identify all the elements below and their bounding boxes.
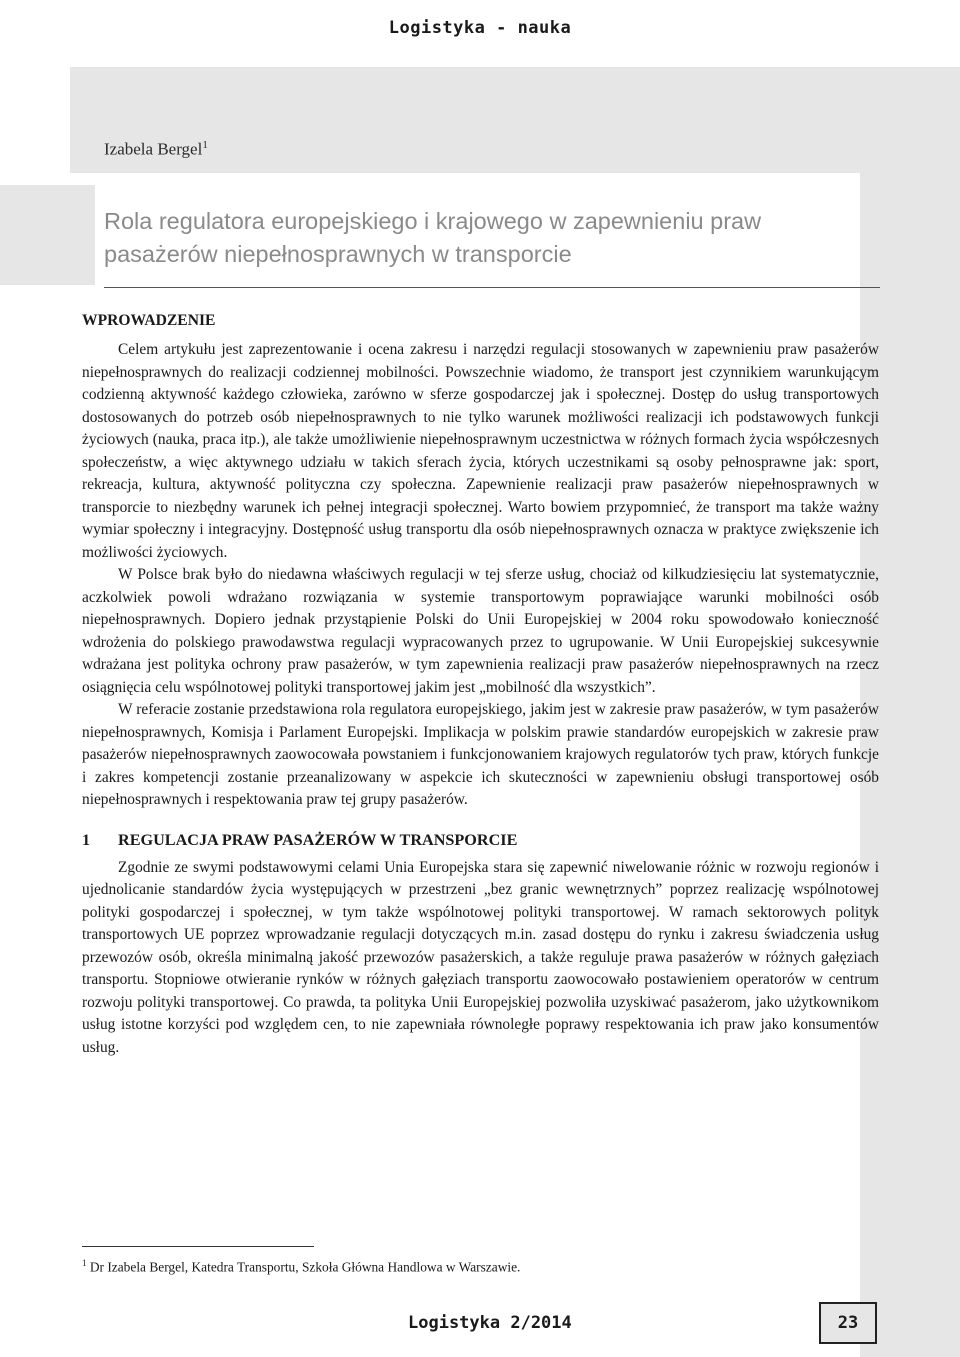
section-1-title: REGULACJA PRAW PASAŻERÓW W TRANSPORCIE [118, 830, 518, 849]
footnote [82, 1254, 520, 1276]
left-margin-block [0, 185, 95, 285]
intro-paragraph-2: W Polsce brak było do niedawna właściwych regulacji w tej sferze usług, chociaż od kilkudziesięciu lat systematycznie, aczkolwiek powoli wdrażano rozwiązania w systemie transportowym poprawiające warunki mobilności osób niepełnosprawnych. Dopiero jednak przystąpienie Polski do Unii Europejskiej w 2004 roku spowodowało konieczność wdrożenia do polskiego prawodawstwa regulacji wypracowanych przez to ugrupowanie. W Unii Europejskiej sukcesywnie wdrażana jest polityka ochrony praw pasażerów, w tym zapewnienia realizacji praw pasażerów niepełnosprawnych na rzecz osiągnięcia celu wspólnotowej polityki transportowej jakim jest „mobilność dla wszystkich”. [82, 566, 879, 696]
page-number: 23 [837, 1313, 859, 1333]
footnote-text: Dr Izabela Bergel, Katedra Transportu, Szkoła Główna Handlowa w Warszawie. [89, 1259, 521, 1275]
journal-section-title: Logistyka - nauka [388, 18, 572, 38]
section-1-heading [82, 829, 879, 851]
paper-title [104, 205, 864, 271]
footnote-mark: 1 [82, 1258, 87, 1268]
intro-heading: WPROWADZENIE [82, 312, 216, 329]
intro-paragraph-3: W referacie zostanie przedstawiona rola regulatora europejskiego, jakim jest w zakresie praw pasażerów, w tym pasażerów niepełnosprawnych, Komisja i Parlament Europejski. Implikacja w polskim prawie standardów europejskich w zakresie praw pasażerów niepełnosprawnych zaowocowała powstaniem i funkcjonowaniem krajowych regulatorów tych praw, których funkcje i zakres kompetencji zostanie przeanalizowany w aspekcie ich skuteczności w zapewnieniu obsługi transportowej osób niepełnosprawnych i respektowania praw tej grupy pasażerów. [82, 701, 879, 808]
section-1-paragraph-1: Zgodnie ze swymi podstawowymi celami Unia Europejska stara się zapewnić niwelowanie różnic w rozwoju regionów i ujednolicanie standardów życia występujących w przestrzeni „bez granic wewnętrznych” poprzez realizację wspólnotowej polityki gospodarczej i społecznej, w tym także wspólnotowej polityki transportowej. W ramach sektorowych polityk transportowych UE poprzez wprowadzanie regulacji dotyczących m.in. zasad dostępu do rynku i zakresu świadczenia usług przewozów osób, określa minimalną jakość przewozów pasażerskich, a także reguluje prawa pasażerów w różnych gałęziach transportu. Stopniowe otwieranie rynków w różnych gałęziach transportu zaowocowało postawieniem operatorów w centrum rozwoju polityki transportowej. Co prawda, ta polityka Unii Europejskiej pozwoliła uzyskiwać pasażerom, jako użytkownikom usług istotne korzyści pod względem cen, to nie zapewniała równoległe poprawy respektowania ich praw jako konsumentów usług. [82, 858, 879, 1056]
author-name [104, 139, 208, 160]
footnote-divider [82, 1246, 314, 1247]
author-footnote-mark: 1 [202, 139, 208, 151]
section-1-number: 1 [82, 830, 91, 849]
author-name-text: Izabela Bergel [104, 139, 203, 159]
footer-journal-issue: Logistyka 2/2014 [408, 1313, 572, 1333]
title-divider [104, 287, 880, 288]
intro-paragraph-1: Celem artykułu jest zaprezentowanie i ocena zakresu i narzędzi regulacji stosowanych w zapewnieniu praw pasażerów niepełnosprawnych do realizacji codziennej mobilności. Powszechnie wiadomo, że transport jest czynnikiem warunkującym codzienną aktywność każdego człowieka, zarówno w sferze gospodarczej jak i społecznej. Dostęp do usług transportowych dostosowanych do potrzeb osób niepełnosprawnych to nie tylko warunek możliwości realizacji ich podstawowych funkcji życiowych (nauka, praca itp.), ale także umożliwienie niepełnosprawnym uczestnictwa w różnych formach życia współczesnych społeczeństw, a więc aktywnego udziału w takich sferach życia, których uczestnikami są osoby pełnosprawne jak: sport, rekreacja, kultura, aktywność polityczna czy społeczna. Zapewnienie realizacji praw pasażerów niepełnosprawnych w transporcie to niezbędny warunek ich pełnej integracji społecznej. Warto bowiem przypomnieć, że transport ma także ważny wymiar społeczny i integracyjny. Dostępność usług transportu dla osób niepełnosprawnych oznacza w praktyce zwiększenie ich możliwości życiowych. [82, 341, 879, 561]
header-band [0, 0, 960, 67]
article-body [82, 310, 879, 1059]
page-number-box [819, 1302, 877, 1344]
paper-title-line-2: pasażerów niepełnosprawnych w transporcie [104, 241, 572, 267]
paper-title-line-1: Rola regulatora europejskiego i krajowego w zapewnieniu praw [104, 208, 762, 234]
